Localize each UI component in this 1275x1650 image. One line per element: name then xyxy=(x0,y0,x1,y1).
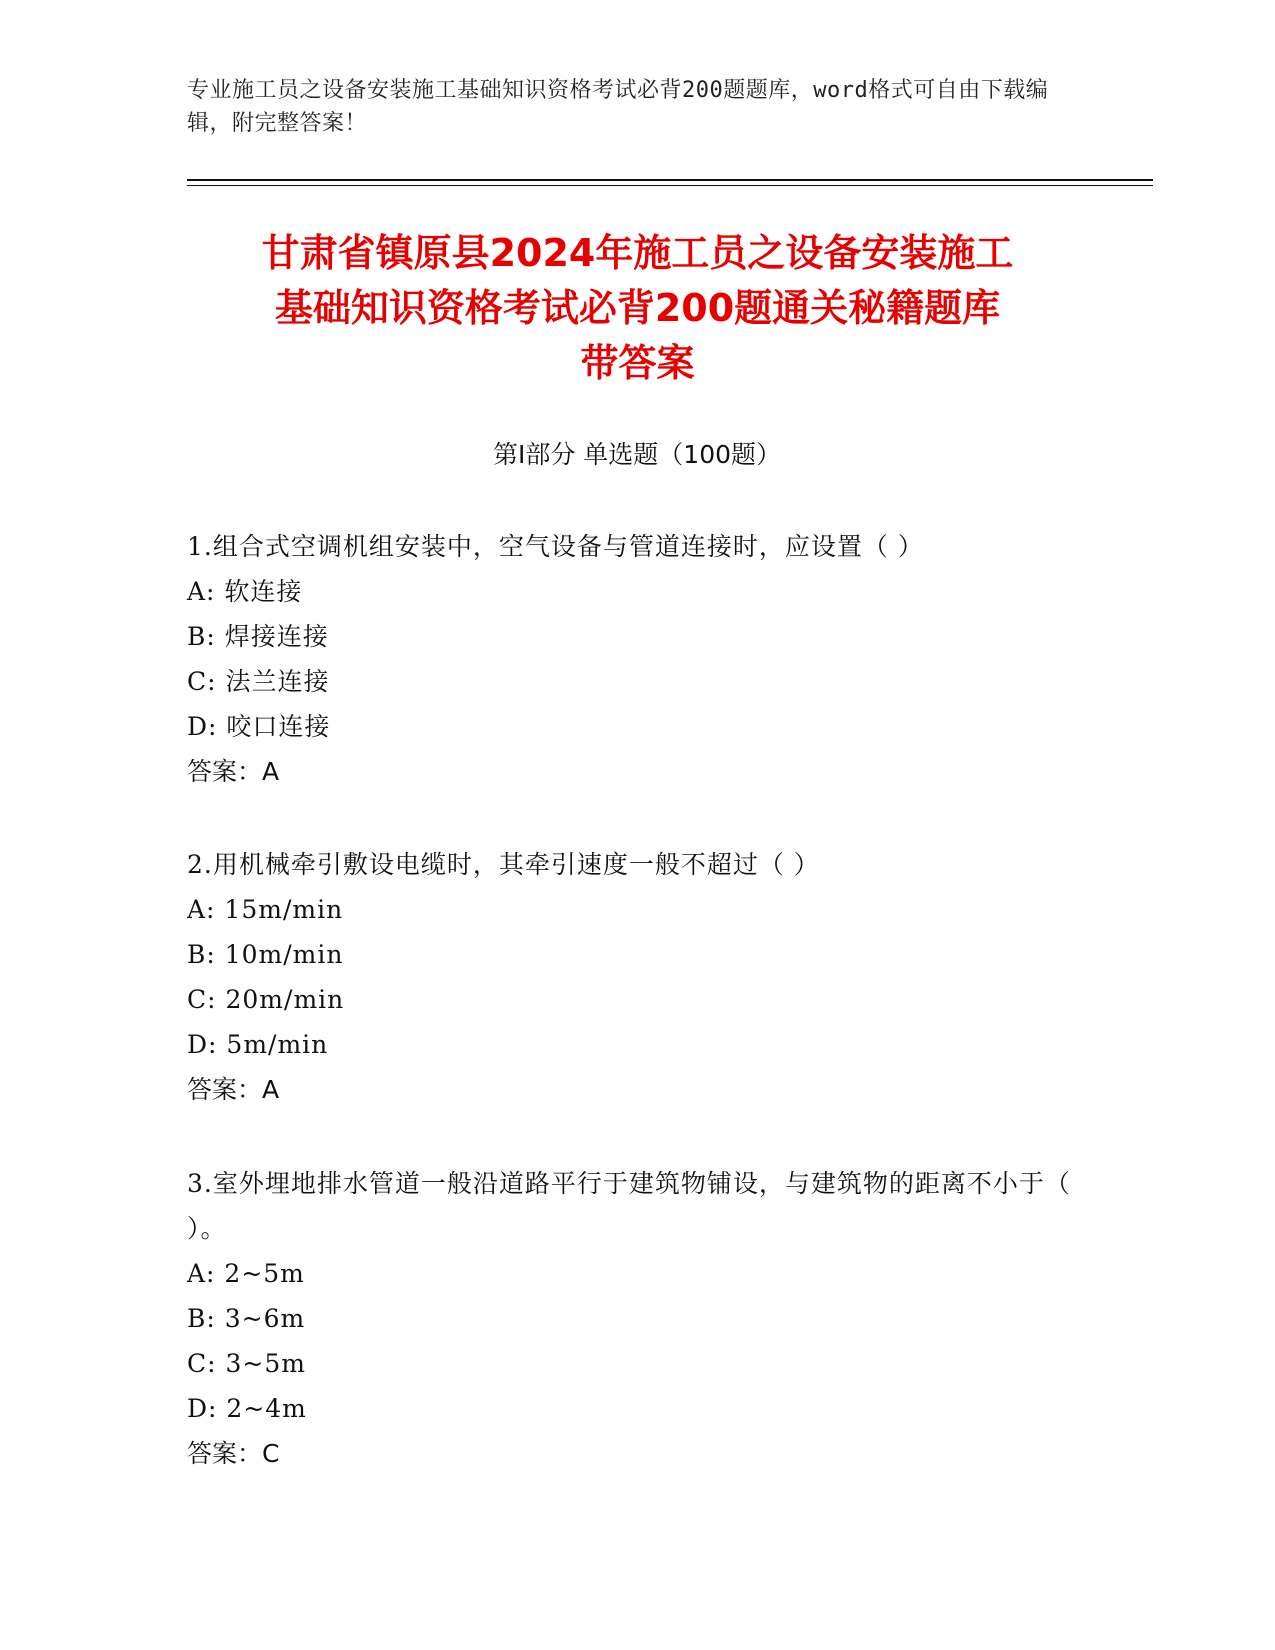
option-d: D: 咬口连接 xyxy=(187,712,331,741)
header-note: 专业施工员之设备安装施工基础知识资格考试必背200题题库，word格式可自由下载编辑，附完整答案！ xyxy=(187,78,1049,136)
option-b: B: 焊接连接 xyxy=(187,622,329,651)
option-c: C: 20m/min xyxy=(187,985,345,1014)
option-d: D: 2~4m xyxy=(187,1394,307,1423)
option-d: D: 5m/min xyxy=(187,1030,329,1059)
option-a: A: 15m/min xyxy=(187,895,344,924)
question-text: 3.室外埋地排水管道一般沿道路平行于建筑物铺设，与建筑物的距离不小于（ ）。 xyxy=(187,1169,1071,1243)
option-b: B: 10m/min xyxy=(187,940,344,969)
answer-text: 答案：C xyxy=(187,1439,280,1468)
title-line-2: 基础知识资格考试必背200题通关秘籍题库 xyxy=(274,286,1001,330)
section-title: 第Ⅰ部分 单选题（100题） xyxy=(492,440,782,469)
question-block xyxy=(187,842,1087,1112)
option-b: B: 3~6m xyxy=(187,1304,306,1333)
header-divider-thick xyxy=(187,179,1153,181)
question-text: 1.组合式空调机组安装中，空气设备与管道连接时，应设置（ ） xyxy=(187,532,924,561)
header-divider-thin xyxy=(187,185,1153,186)
answer-text: 答案：A xyxy=(187,1075,280,1104)
option-a: A: 2~5m xyxy=(187,1259,305,1288)
title-line-1: 甘肃省镇原县2024年施工员之设备安装施工 xyxy=(261,231,1014,275)
title-line-3: 带答案 xyxy=(580,341,695,385)
question-block xyxy=(187,1161,1087,1476)
option-c: C: 3~5m xyxy=(187,1349,306,1378)
option-c: C: 法兰连接 xyxy=(187,667,330,696)
question-block xyxy=(187,524,1087,794)
answer-text: 答案：A xyxy=(187,757,280,786)
option-a: A: 软连接 xyxy=(187,577,303,606)
question-text: 2.用机械牵引敷设电缆时，其牵引速度一般不超过（ ） xyxy=(187,850,820,879)
document-title xyxy=(170,226,1105,391)
